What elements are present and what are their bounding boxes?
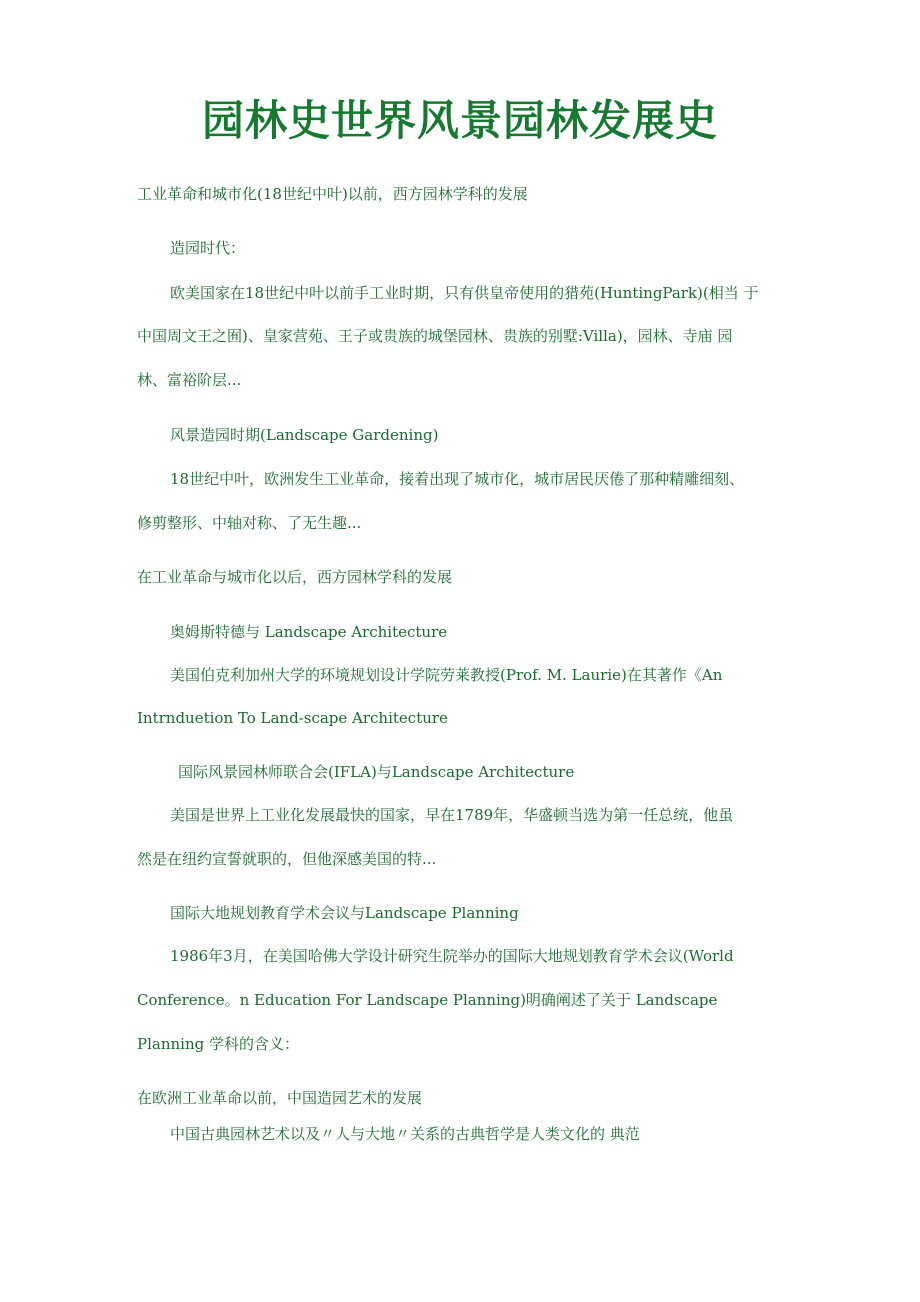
- paragraph-line: 美国伯克利加州大学的环境规划设计学院劳莱教授(Prof. M. Laurie)在其著作《An: [170, 666, 723, 684]
- section-heading-china-gardens: 在欧洲工业革命以前，中国造园艺术的发展: [137, 1089, 423, 1107]
- subheading-ifla: 国际风景园林师联合会(IFLA)与Landscape Architecture: [178, 763, 575, 781]
- paragraph-line: 然是在纽约宣誓就职的，但他深感美国的特...: [137, 850, 437, 868]
- paragraph-line: 18世纪中叶，欧洲发生工业革命，接着出现了城市化，城市居民厌倦了那种精雕细刻、: [170, 470, 745, 488]
- paragraph-line: 欧美国家在18世纪中叶以前手工业时期，只有供皇帝使用的猎苑(HuntingPark)(相当 于: [170, 284, 759, 302]
- paragraph-line: 1986年3月，在美国哈佛大学设计研究生院举办的国际大地规划教育学术会议(World: [170, 947, 734, 965]
- paragraph-line: 美国是世界上工业化发展最快的国家，早在1789年，华盛顿当选为第一任总统，他虽: [170, 806, 734, 824]
- section-heading-pre-industrial-west: 工业革命和城市化(18世纪中叶)以前，西方园林学科的发展: [137, 185, 528, 203]
- paragraph-line: Intrnduetion To Land-scape Architecture: [137, 709, 448, 727]
- paragraph-line: 中国周文王之囿)、皇家营苑、王子或贵族的城堡园林、贵族的别墅:Villa)，园林、寺庙 园: [137, 327, 733, 345]
- section-heading-post-industrial-west: 在工业革命与城市化以后，西方园林学科的发展: [137, 568, 453, 586]
- subheading-landscape-planning: 国际大地规划教育学术会议与Landscape Planning: [170, 904, 519, 922]
- paragraph-line: Conference。n Education For Landscape Planning)明确阐述了关于 Landscape: [137, 991, 718, 1009]
- paragraph-line: 林、富裕阶层...: [137, 371, 242, 389]
- paragraph-line: 中国古典园林艺术以及〃人与大地〃关系的古典哲学是人类文化的 典范: [170, 1125, 640, 1143]
- document-title: 园林史世界风景园林发展史: [201, 96, 718, 145]
- subheading-landscape-gardening: 风景造园时期(Landscape Gardening): [170, 426, 439, 444]
- subheading-garden-era: 造园时代：: [170, 239, 246, 257]
- subheading-olmsted: 奥姆斯特德与 Landscape Architecture: [170, 623, 448, 641]
- paragraph-line: Planning 学科的含义：: [137, 1035, 299, 1053]
- paragraph-line: 修剪整形、中轴对称、了无生趣...: [137, 514, 362, 532]
